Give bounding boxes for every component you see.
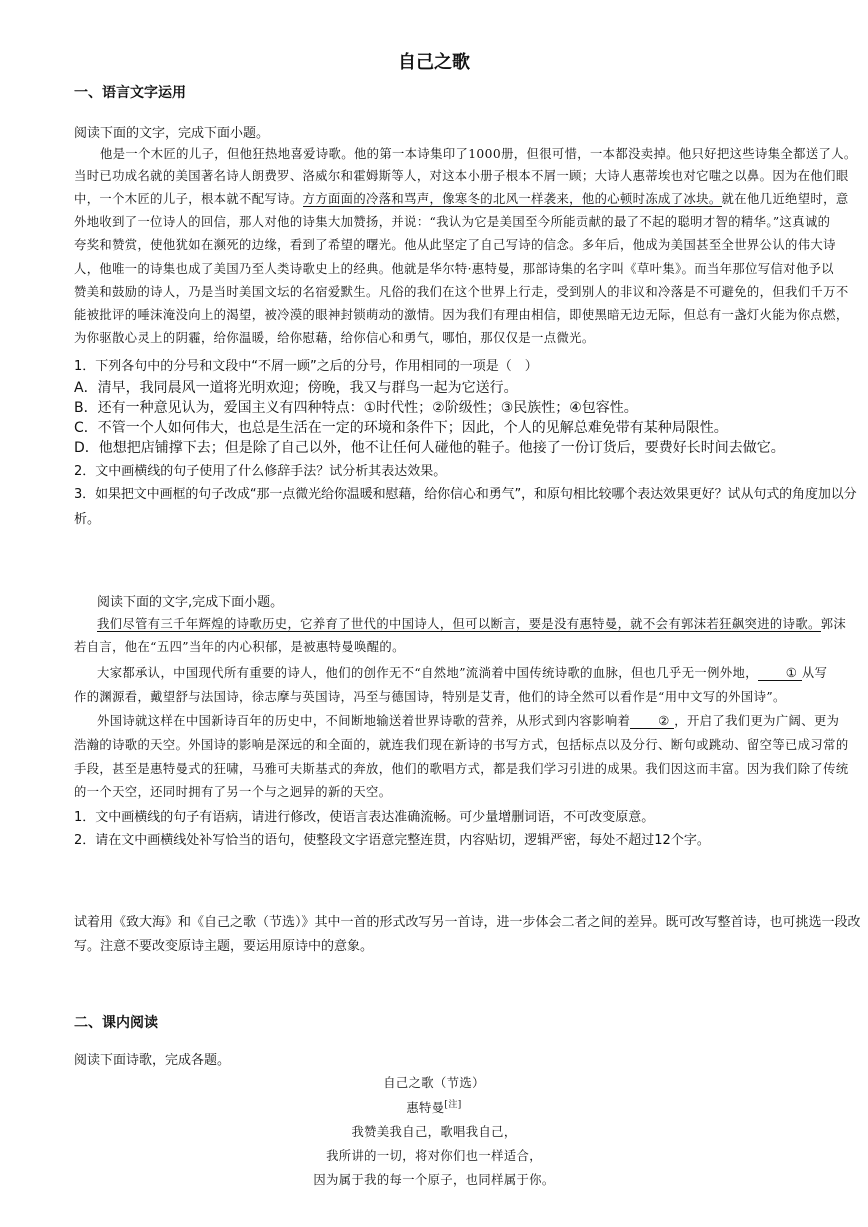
passage-line: 中，一个木匠的儿子，根本就不配写诗。方方面面的冷落和骂声，像寒冬的北风一样袭来，他的心顿时冻成了冰块。就在他几近绝望时，意 xyxy=(74,192,849,206)
passage-line: 手段，甚至是惠特曼式的狂啸，马雅可夫斯基式的奔放，他们的歌唱方式，都是我们学习引进的成果。我们因这而丰富。因为我们除了传统 xyxy=(74,762,849,776)
section-heading-1: 一、语言文字运用 xyxy=(74,85,186,101)
rewrite-task-line-1: 试着用《致大海》和《自己之歌（节选）》其中一首的形式改写另一首诗，进一步体会二者之间的差异。既可改写整首诗，也可挑选一段改 xyxy=(74,915,861,930)
poem-title: 自己之歌（节选） xyxy=(383,1076,485,1090)
passage-line: 作的渊源看，戴望舒与法国诗，徐志摩与英国诗，冯至与德国诗，特别是艾青，他们的诗全然可以看作是“用中文写的外国诗”。 xyxy=(74,690,786,704)
passage-line: 能被批评的唾沫淹没向上的渴望，被冷漠的眼神封锁萌动的激情。因为我们有理由相信，即使黑暗无边无际，但总有一盏灯火能为你点燃， xyxy=(74,308,849,322)
poem-line: 因为属于我的每一个原子，也同样属于你。 xyxy=(313,1173,555,1187)
rewrite-task-line-2: 写。注意不要改变原诗主题，要运用原诗中的意象。 xyxy=(74,939,374,954)
option-a[interactable]: A．清早，我同晨风一道将光明欢迎；傍晚，我又与群鸟一起为它送行。 xyxy=(74,380,518,396)
blank-2[interactable]: ② xyxy=(630,714,674,729)
passage-line: 当时已功成名就的美国著名诗人朗费罗、洛威尔和霍姆斯等人，对这本小册子根本不屑一顾；大诗人惠蒂埃也对它嗤之以鼻。因为在他们眼 xyxy=(74,169,849,183)
passage-line: 我们尽管有三千年辉煌的诗歌历史，它养育了世代的中国诗人，但可以断言，要是没有惠特曼，就不会有郭沫若狂飙突进的诗歌。郭沫 xyxy=(97,617,847,631)
question-1: 1．下列各句中的分号和文段中“不屑一顾”之后的分号，作用相同的一项是（ ） xyxy=(74,359,538,374)
passage-line: 若自言，他在“五四”当年的内心积郁，是被惠特曼唤醒的。 xyxy=(74,640,405,654)
passage-line: 的一个天空，还同时拥有了另一个与之迥异的新的天空。 xyxy=(74,785,392,799)
option-d[interactable]: D．他想把店铺撑下去；但是除了自己以外，他不让任何人碰他的鞋子。他接了一份订货后，要费好长时间去做它。 xyxy=(74,440,785,456)
part2-question-2: 2．请在文中画横线处补写恰当的语句，使整段文字语意完整连贯，内容贴切，逻辑严密，每处不超过12个字。 xyxy=(74,833,710,848)
part2-question-1: 1．文中画横线的句子有语病，请进行修改，使语言表达准确流畅。可少量增删词语，不可改变原意。 xyxy=(74,810,655,825)
option-b[interactable]: B．还有一种意见认为，爱国主义有四种特点：①时代性；②阶级性；③民族性；④包容性。 xyxy=(74,400,638,416)
passage-line: 为你驱散心灵上的阴霾，给你温暖，给你慰藉，给你信心和勇气，哪怕，那仅仅是一点微光。 xyxy=(74,331,595,345)
part1-intro: 阅读下面的文字，完成下面小题。 xyxy=(74,126,270,141)
passage-line: 外国诗就这样在中国新诗百年的历史中，不间断地输送着世界诗歌的营养，从形式到内容影响着 ② ，开启了我们更为广阔、更为 xyxy=(97,714,840,728)
passage-line: 赞美和鼓励的诗人，乃是当时美国文坛的名宿爱默生。凡俗的我们在这个世界上行走，受到别人的非议和冷落是不可避免的，但我们千万不 xyxy=(74,285,849,299)
poem-line: 我所讲的一切，将对你们也一样适合， xyxy=(326,1149,542,1163)
underlined-sentence: 我们尽管有三千年辉煌的诗歌历史，它养育了世代的中国诗人，但可以断言，要是没有惠特曼，就不会有郭沫若狂飙突进的诗歌。 xyxy=(97,617,821,631)
poem-line: 我赞美我自己，歌唱我自己， xyxy=(351,1125,517,1139)
blank-1[interactable]: ① xyxy=(758,666,802,681)
passage-line: 他是一个木匠的儿子，但他狂热地喜爱诗歌。他的第一本诗集印了1000册，但很可惜，一本都没卖掉。他只好把这些诗集全都送了人。 xyxy=(100,147,857,161)
footnote-marker: [注] xyxy=(444,1100,462,1110)
underlined-sentence: 方方面面的冷落和骂声，像寒冬的北风一样袭来，他的心顿时冻成了冰块。 xyxy=(302,192,722,206)
question-3-continued: 析。 xyxy=(74,512,101,527)
question-2: 2．文中画横线的句子使用了什么修辞手法？试分析其表达效果。 xyxy=(74,464,447,479)
page-title: 自己之歌 xyxy=(398,52,470,73)
part2-intro: 阅读下面的文字,完成下面小题。 xyxy=(97,595,284,610)
passage-line: 浩瀚的诗歌的天空。外国诗的影响是深远的和全面的，就连我们现在新诗的书写方式，包括标点以及分行、断句或跳动、留空等已成习常的 xyxy=(74,738,849,752)
passage-line: 大家都承认，中国现代所有重要的诗人，他们的创作无不“自然地”流淌着中国传统诗歌的血脉，但也几乎无一例外地， ① 从写 xyxy=(97,666,828,680)
section-heading-2: 二、课内阅读 xyxy=(74,1015,158,1031)
passage-line: 夸奖和赞赏，使他犹如在濒死的边缘，看到了希望的曙光。他从此坚定了自己写诗的信念。多年后，他成为美国甚至全世界公认的伟大诗 xyxy=(74,238,836,252)
poem-author: 惠特曼[注] xyxy=(406,1100,462,1116)
passage-line: 外地收到了一位诗人的回信，那人对他的诗集大加赞扬，并说：“我认为它是美国至今所能贡献的最了不起的聪明才智的精华。”这真诚的 xyxy=(74,215,831,229)
section2-intro: 阅读下面诗歌，完成各题。 xyxy=(74,1053,231,1068)
option-c[interactable]: C．不管一个人如何伟大，也总是生活在一定的环境和条件下；因此，个人的见解总难免带有某种局限性。 xyxy=(74,420,728,436)
question-3: 3．如果把文中画框的句子改成“那一点微光给你温暖和慰藉，给你信心和勇气”，和原句相比较哪个表达效果更好？试从句式的角度加以分 xyxy=(74,487,857,502)
passage-line: 人，他唯一的诗集也成了美国乃至人类诗歌史上的经典。他就是华尔特·惠特曼，那部诗集的名字叫《草叶集》。而当年那位写信对他予以 xyxy=(74,262,834,276)
